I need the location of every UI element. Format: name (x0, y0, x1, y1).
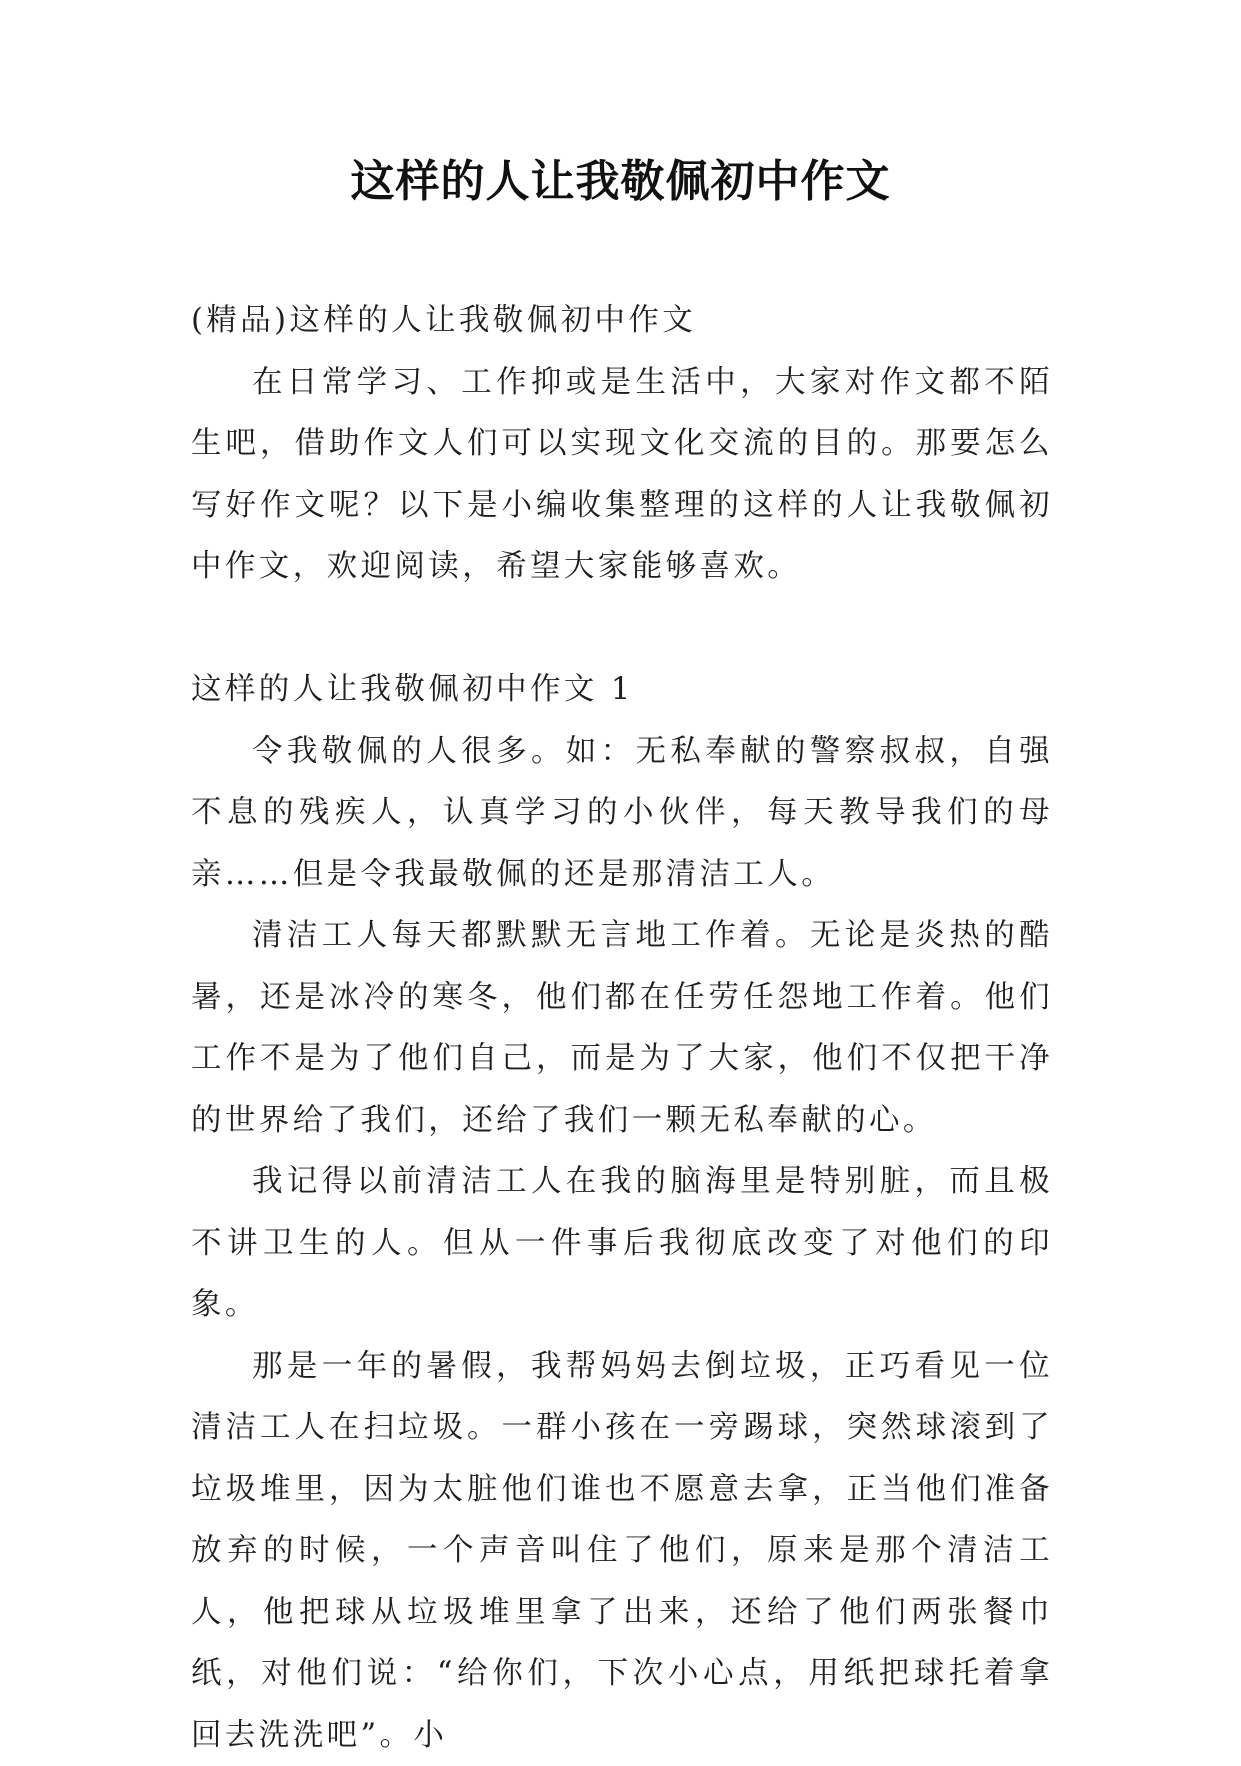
article-subtitle: (精品)这样的人让我敬佩初中作文 (191, 290, 1053, 352)
paragraph: 令我敬佩的人很多。如：无私奉献的警察叔叔，自强不息的残疾人，认真学习的小伙伴，每天教导我们的母亲……但是令我最敬佩的还是那清洁工人。 (191, 721, 1053, 906)
section-heading: 这样的人让我敬佩初中作文 1 (191, 659, 1053, 721)
page-title: 这样的人让我敬佩初中作文 (0, 152, 1241, 212)
paragraph: 清洁工人每天都默默无言地工作着。无论是炎热的酷暑，还是冰冷的寒冬，他们都在任劳任怨地工作着。他们工作不是为了他们自己，而是为了大家，他们不仅把干净的世界给了我们，还给了我们一颗无私奉献的心。 (191, 905, 1053, 1151)
paragraph: 那是一年的暑假，我帮妈妈去倒垃圾，正巧看见一位清洁工人在扫垃圾。一群小孩在一旁踢球，突然球滚到了垃圾堆里，因为太脏他们谁也不愿意去拿，正当他们准备放弃的时候，一个声音叫住了他们，原来是那个清洁工人，他把球从垃圾堆里拿了出来，还给了他们两张餐巾纸，对他们说：“给你们，下次小心点，用纸把球托着拿回去洗洗吧”。小 (191, 1336, 1053, 1766)
article-body (191, 290, 1053, 1766)
paragraph: 我记得以前清洁工人在我的脑海里是特别脏，而且极不讲卫生的人。但从一件事后我彻底改变了对他们的印象。 (191, 1151, 1053, 1336)
intro-paragraph: 在日常学习、工作抑或是生活中，大家对作文都不陌生吧，借助作文人们可以实现文化交流的目的。那要怎么写好作文呢？以下是小编收集整理的这样的人让我敬佩初中作文，欢迎阅读，希望大家能够喜欢。 (191, 352, 1053, 598)
